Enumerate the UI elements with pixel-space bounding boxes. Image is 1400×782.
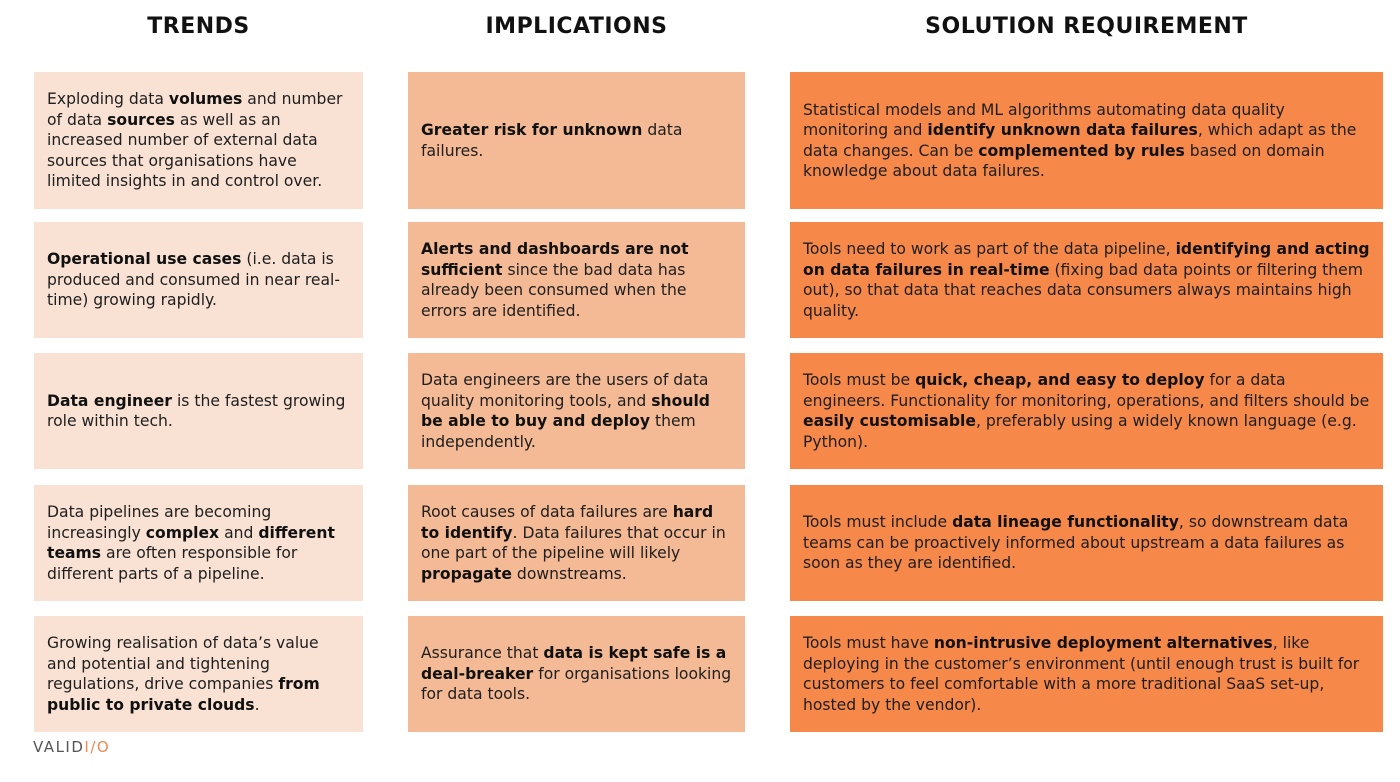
implication-text xyxy=(421,502,733,584)
bold-text-segment: from public to private clouds xyxy=(47,675,320,714)
text-segment: . xyxy=(254,695,260,714)
solution-cell xyxy=(790,353,1383,469)
text-segment: Data engineers are the users of data quality monitoring tools, and xyxy=(421,371,709,410)
trend-cell xyxy=(34,353,363,469)
bold-text-segment: Greater risk for unknown xyxy=(421,121,643,139)
trend-text xyxy=(47,391,351,432)
text-segment: Growing realisation of data’s value and potential and tightening regulations, drive companies xyxy=(47,634,319,693)
logo-text-main: VALID xyxy=(33,738,85,756)
trend-text xyxy=(47,502,351,584)
bold-text-segment: identifying and acting on data failures in real-time xyxy=(803,240,1370,279)
bold-text-segment: easily customisable xyxy=(803,412,976,430)
implication-cell xyxy=(408,485,745,601)
bold-text-segment: data is kept safe is a deal-breaker xyxy=(421,644,727,683)
bold-text-segment: different teams xyxy=(47,523,335,562)
implication-text xyxy=(421,120,733,161)
text-segment: , like deploying in the customer’s environment (until enough trust is built for customers to feel comfortable with a more traditional SaaS set-up, hosted by the vendor). xyxy=(803,634,1360,714)
implications-header: IMPLICATIONS xyxy=(485,14,668,39)
solution-text xyxy=(803,100,1371,182)
text-segment: Exploding data xyxy=(47,90,169,109)
text-segment: for a data engineers. Functionality for monitoring, operations, and filters should be xyxy=(803,371,1370,410)
implication-text xyxy=(421,370,733,452)
trend-cell xyxy=(34,485,363,601)
solution-text xyxy=(803,633,1371,715)
implication-cell xyxy=(408,616,745,732)
text-segment: downstreams. xyxy=(511,564,627,583)
implication-cell xyxy=(408,72,745,209)
trend-text xyxy=(47,633,351,715)
trend-cell xyxy=(34,616,363,732)
bold-text-segment: Alerts and dashboards are not sufficient xyxy=(421,240,689,279)
text-segment: them independently. xyxy=(421,412,696,451)
bold-text-segment: non-intrusive deployment alternatives xyxy=(933,634,1273,652)
solution-text xyxy=(803,239,1371,321)
trend-text xyxy=(47,89,351,192)
text-segment: , which adapt as the data changes. Can be xyxy=(803,121,1357,160)
text-segment: based on domain knowledge about data failures. xyxy=(803,141,1325,180)
text-segment: data failures. xyxy=(421,121,683,160)
text-segment: Statistical models and ML algorithms automating data quality monitoring and xyxy=(803,100,1285,139)
text-segment: Tools must include xyxy=(803,513,953,532)
text-segment: for organisations looking for data tools. xyxy=(421,664,732,704)
text-segment: Tools must have xyxy=(803,634,934,652)
logo-text-accent: I/O xyxy=(84,738,111,756)
bold-text-segment: Operational use cases xyxy=(47,250,242,269)
bold-text-segment: Data engineer xyxy=(47,391,173,410)
text-segment: Root causes of data failures are xyxy=(421,503,673,521)
bold-text-segment: propagate xyxy=(421,564,512,583)
trends-header: TRENDS xyxy=(147,14,250,39)
solution-text xyxy=(803,512,1371,574)
bold-text-segment: hard to identify xyxy=(421,503,714,542)
solution-cell xyxy=(790,616,1383,732)
solution-cell xyxy=(790,485,1383,601)
implication-text xyxy=(421,643,733,705)
bold-text-segment: volumes xyxy=(168,90,243,109)
validio-logo xyxy=(33,738,110,756)
bold-text-segment: data lineage functionality xyxy=(952,513,1179,532)
text-segment: as well as an increased number of external data sources that organisations have limited insights in and control over. xyxy=(47,110,323,191)
solution-text xyxy=(803,370,1371,452)
bold-text-segment: should be able to buy and deploy xyxy=(421,391,710,430)
text-segment: , so downstream data teams can be proactively informed about upstream a data failures as soon as they are identified. xyxy=(803,513,1349,573)
implication-cell xyxy=(408,222,745,338)
solution-cell xyxy=(790,72,1383,209)
implication-cell xyxy=(408,353,745,469)
text-segment: (fixing bad data points or filtering them out), so that data that reaches data consumers always maintains high quality. xyxy=(803,260,1363,320)
text-segment: are often responsible for different parts of a pipeline. xyxy=(47,544,298,583)
bold-text-segment: complex xyxy=(145,523,220,542)
trend-cell xyxy=(34,72,363,209)
text-segment: (i.e. data is produced and consumed in near real-time) growing rapidly. xyxy=(47,250,340,310)
text-segment: , preferably using a widely known language (e.g. Python). xyxy=(803,412,1357,451)
text-segment: is the fastest growing role within tech. xyxy=(47,391,346,430)
bold-text-segment: complemented by rules xyxy=(978,141,1185,160)
text-segment: Assurance that xyxy=(421,644,544,663)
solution-requirement-header: SOLUTION REQUIREMENT xyxy=(925,14,1248,39)
text-segment: Tools need to work as part of the data pipeline, xyxy=(803,240,1176,258)
text-segment: and number of data xyxy=(47,90,343,129)
text-segment: Tools must be xyxy=(803,371,916,389)
text-segment: . Data failures that occur in one part of the pipeline will likely xyxy=(421,523,726,562)
trend-cell xyxy=(34,222,363,338)
bold-text-segment: sources xyxy=(107,110,175,129)
implication-text xyxy=(421,239,733,321)
bold-text-segment: identify unknown data failures xyxy=(927,121,1198,139)
bold-text-segment: quick, cheap, and easy to deploy xyxy=(915,371,1205,389)
text-segment: since the bad data has already been consumed when the errors are identified. xyxy=(421,260,687,320)
solution-cell xyxy=(790,222,1383,338)
text-segment: Data pipelines are becoming increasingly xyxy=(47,503,272,542)
text-segment: and xyxy=(219,523,259,542)
trend-text xyxy=(47,249,351,311)
